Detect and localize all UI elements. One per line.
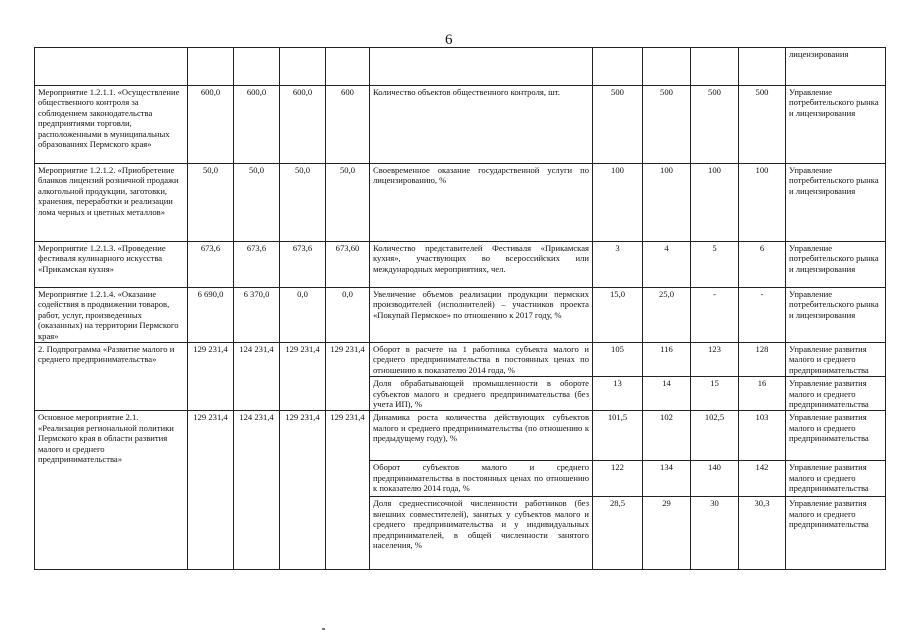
indicator-cell: Увеличение объемов реализации продукции пермских производителей (исполнителей) – участников проекта «Покупай Пермское» по отношению к 2017 году, % <box>370 288 593 343</box>
table-row <box>35 343 886 377</box>
indicator-value-cell: 105 <box>593 343 643 377</box>
funding-cell: 129 231,4 <box>326 343 370 411</box>
responsible-cell: лицензирования <box>786 48 886 86</box>
responsible-cell: Управление развития малого и среднего предпринимательства <box>786 411 886 461</box>
indicator-cell: Оборот в расчете на 1 работника субъекта малого и среднего предпринимательства в постоянных ценах по отношению к показателю 2014 года, % <box>370 343 593 377</box>
indicator-value-cell: 101,5 <box>593 411 643 461</box>
indicator-cell: Количество представителей Фестиваля «Прикамская кухня», участвующих во всероссийских или международных мероприятиях, чел. <box>370 242 593 288</box>
funding-cell: 600 <box>326 86 370 164</box>
indicator-value-cell: 500 <box>593 86 643 164</box>
page-number: 6 <box>445 32 453 48</box>
indicator-value-cell: 6 <box>739 242 786 288</box>
indicator-value-cell: 102,5 <box>691 411 739 461</box>
funding-cell: 600,0 <box>280 86 326 164</box>
indicator-value-cell: 122 <box>593 461 643 497</box>
activity-cell: Мероприятие 1.2.1.2. «Приобретение бланков лицензий розничной продажи алкогольной продукции, заготовки, хранения, переработки и реализации лома черных и цветных металлов» <box>35 164 188 242</box>
indicator-value-cell: 3 <box>593 242 643 288</box>
indicator-cell: Оборот субъектов малого и среднего предпринимательства в постоянных ценах по отношению к показателю 2014 года, % <box>370 461 593 497</box>
indicator-value-cell: 29 <box>643 497 691 570</box>
indicator-value-cell: 30,3 <box>739 497 786 570</box>
funding-cell: 600,0 <box>234 86 280 164</box>
indicator-value-cell: 5 <box>691 242 739 288</box>
responsible-cell: Управление потребительского рынка и лицензирования <box>786 164 886 242</box>
funding-cell: 673,6 <box>188 242 234 288</box>
indicator-value-cell: 500 <box>643 86 691 164</box>
indicator-value-cell: 28,5 <box>593 497 643 570</box>
table-row <box>35 86 886 164</box>
indicator-value-cell: - <box>691 288 739 343</box>
indicator-value-cell: 116 <box>643 343 691 377</box>
indicator-value-cell: 100 <box>739 164 786 242</box>
indicator-value-cell: 140 <box>691 461 739 497</box>
responsible-cell: Управление развития малого и среднего предпринимательства <box>786 497 886 570</box>
indicator-value-cell: 30 <box>691 497 739 570</box>
indicator-value-cell: 100 <box>643 164 691 242</box>
funding-cell: 129 231,4 <box>326 411 370 570</box>
funding-cell: 129 231,4 <box>188 343 234 411</box>
funding-cell: 124 231,4 <box>234 343 280 411</box>
funding-cell: 50,0 <box>326 164 370 242</box>
table-row <box>35 411 886 461</box>
indicator-cell: Количество объектов общественного контроля, шт. <box>370 86 593 164</box>
funding-cell: 50,0 <box>280 164 326 242</box>
funding-cell: 673,60 <box>326 242 370 288</box>
responsible-cell: Управление потребительского рынка и лицензирования <box>786 86 886 164</box>
indicator-value-cell: 142 <box>739 461 786 497</box>
indicator-value-cell: 15,0 <box>593 288 643 343</box>
funding-cell: 6 690,0 <box>188 288 234 343</box>
indicator-value-cell: 123 <box>691 343 739 377</box>
funding-cell: 0,0 <box>326 288 370 343</box>
table-row <box>35 242 886 288</box>
indicator-value-cell: 100 <box>593 164 643 242</box>
funding-cell: 600,0 <box>188 86 234 164</box>
indicator-value-cell: 500 <box>739 86 786 164</box>
responsible-cell: Управление потребительского рынка и лицензирования <box>786 288 886 343</box>
indicator-value-cell: 16 <box>739 377 786 411</box>
indicator-value-cell: 15 <box>691 377 739 411</box>
funding-cell: 50,0 <box>188 164 234 242</box>
funding-cell: 0,0 <box>280 288 326 343</box>
funding-cell: 129 231,4 <box>280 343 326 411</box>
funding-cell: 6 370,0 <box>234 288 280 343</box>
responsible-cell: Управление потребительского рынка и лицензирования <box>786 242 886 288</box>
table-row <box>35 48 886 86</box>
activity-cell: Мероприятие 1.2.1.4. «Оказание содействия в продвижении товаров, работ, услуг, произведенных (оказанных) на территории Пермского края» <box>35 288 188 343</box>
program-table <box>34 47 886 570</box>
indicator-value-cell: 500 <box>691 86 739 164</box>
indicator-value-cell: 134 <box>643 461 691 497</box>
indicator-value-cell: - <box>739 288 786 343</box>
indicator-value-cell: 25,0 <box>643 288 691 343</box>
indicator-cell: Доля обрабатывающей промышленности в обороте субъектов малого и среднего предпринимательства (без учета ИП), % <box>370 377 593 411</box>
activity-cell: Мероприятие 1.2.1.3. «Проведение фестиваля кулинарного искусства «Прикамская кухня» <box>35 242 188 288</box>
responsible-cell: Управление развития малого и среднего предпринимательства <box>786 377 886 411</box>
indicator-value-cell: 103 <box>739 411 786 461</box>
responsible-cell: Управление развития малого и среднего предпринимательства <box>786 343 886 377</box>
funding-cell: 50,0 <box>234 164 280 242</box>
indicator-value-cell: 4 <box>643 242 691 288</box>
funding-cell: 673,6 <box>234 242 280 288</box>
table-row <box>35 288 886 343</box>
indicator-cell: Доля среднесписочной численности работников (без внешних совместителей), занятых у субъектов малого и среднего предпринимательства и у индивидуальных предпринимателей, в общей численности занятого населения, % <box>370 497 593 570</box>
indicator-value-cell: 13 <box>593 377 643 411</box>
activity-cell: 2. Подпрограмма «Развитие малого и среднего предпринимательства» <box>35 343 188 411</box>
funding-cell: 129 231,4 <box>188 411 234 570</box>
funding-cell: 673,6 <box>280 242 326 288</box>
indicator-value-cell: 102 <box>643 411 691 461</box>
funding-cell: 124 231,4 <box>234 411 280 570</box>
funding-cell: 129 231,4 <box>280 411 326 570</box>
indicator-cell: Своевременное оказание государственной услуги по лицензированию, % <box>370 164 593 242</box>
scan-speck <box>322 628 325 630</box>
indicator-value-cell: 14 <box>643 377 691 411</box>
activity-cell: Мероприятие 1.2.1.1. «Осуществление общественного контроля за соблюдением законодательства предприятиями торговли, расположенными в муниципальных образованиях Пермского края» <box>35 86 188 164</box>
activity-cell: Основное мероприятие 2.1. «Реализация региональной политики Пермского края в области развития малого и среднего предпринимательства» <box>35 411 188 570</box>
indicator-value-cell: 100 <box>691 164 739 242</box>
indicator-value-cell: 128 <box>739 343 786 377</box>
responsible-cell: Управление развития малого и среднего предпринимательства <box>786 461 886 497</box>
table-row <box>35 164 886 242</box>
indicator-cell: Динамика роста количества действующих субъектов малого и среднего предпринимательства (по отношению к предыдущему году), % <box>370 411 593 461</box>
